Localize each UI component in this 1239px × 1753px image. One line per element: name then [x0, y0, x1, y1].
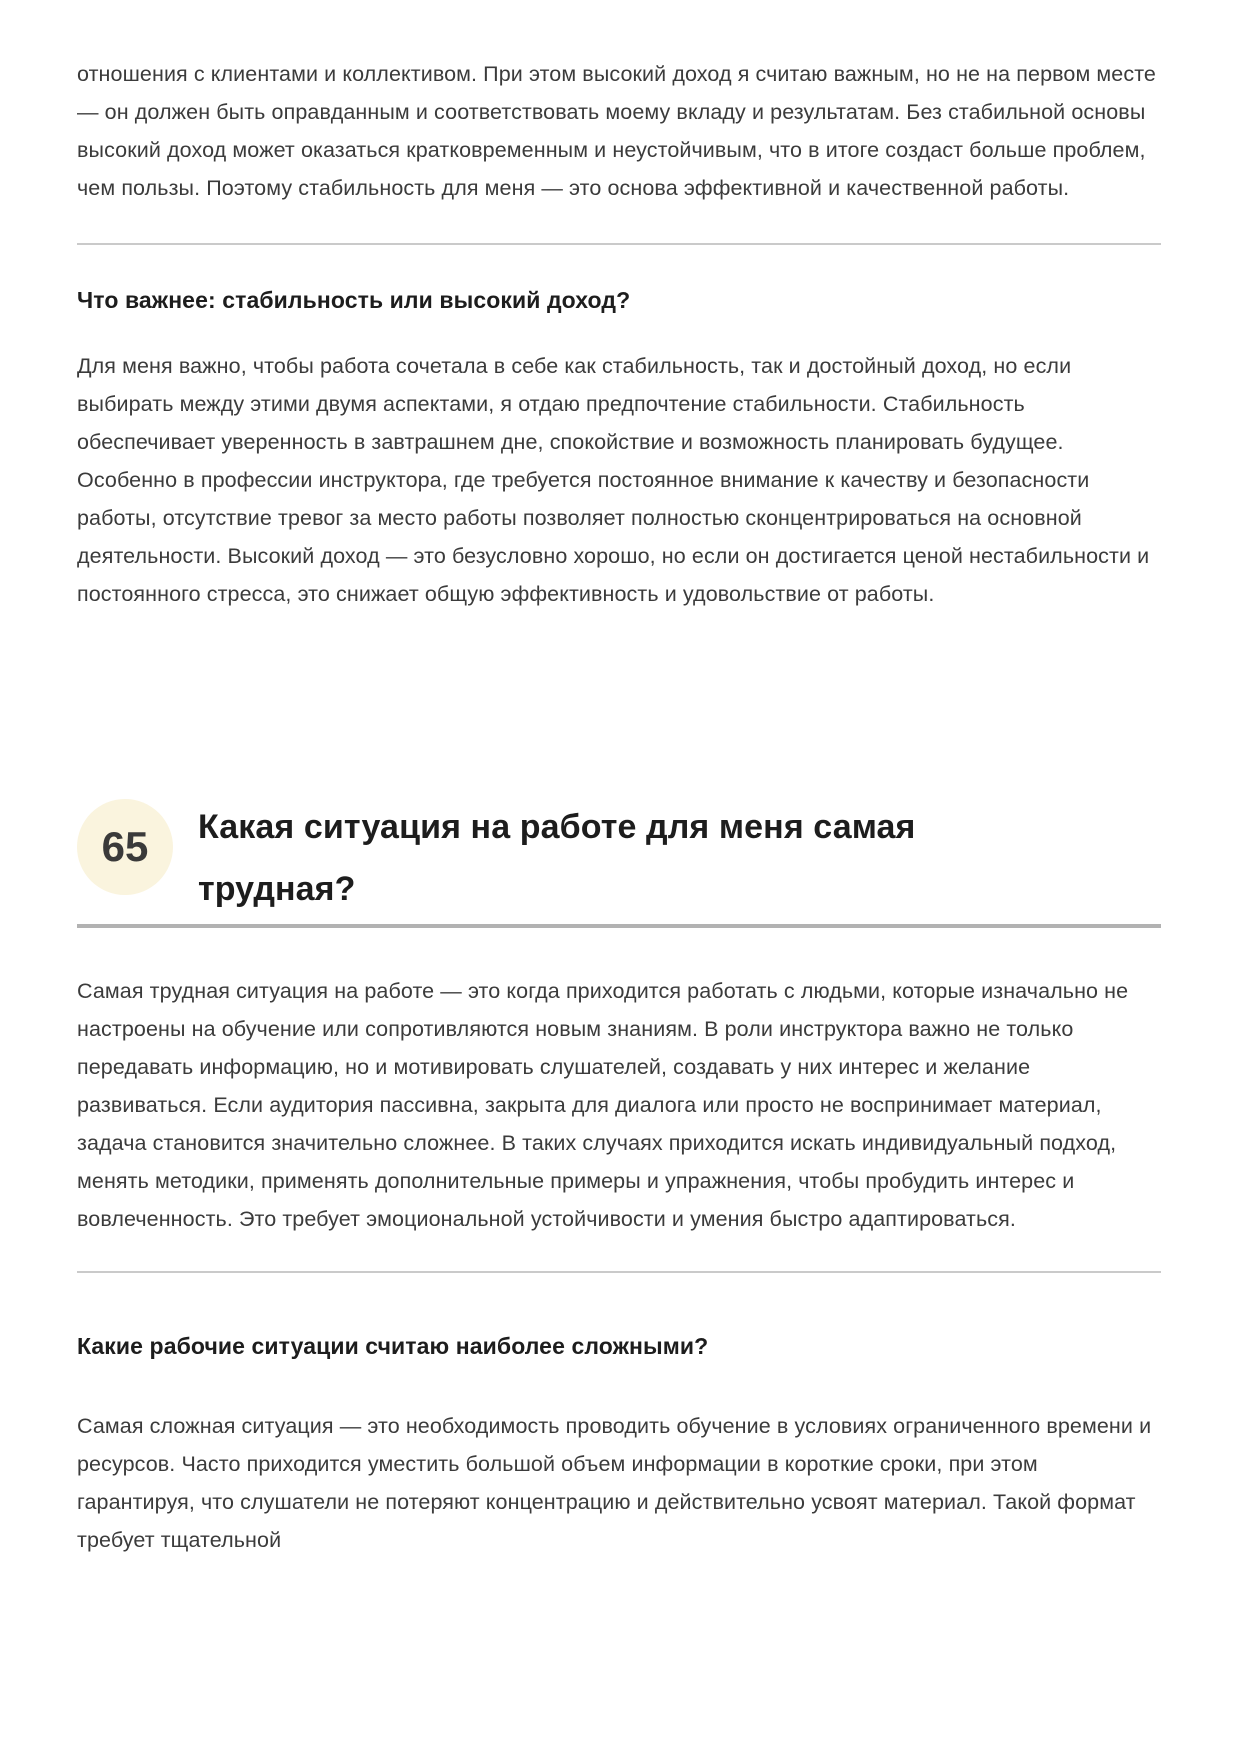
- section-divider-bottom: [77, 1271, 1161, 1273]
- section-divider-top: [77, 243, 1161, 245]
- intro-paragraph: отношения с клиентами и коллективом. При этом высокий доход я считаю важным, но не на первом месте — он должен быть оправданным и соответствовать моему вкладу и результатам. Без стабильной основы высокий доход может оказаться кратковременным и неустойчивым, что в итоге создаст больше проблем, чем пользы. Поэтому стабильность для меня — это основа эффективной и качественной работы.: [77, 62, 1156, 200]
- closing-paragraph: Самая сложная ситуация — это необходимость проводить обучение в условиях ограниченного времени и ресурсов. Часто приходится уместить большой объем информации в короткие сроки, при этом гарантируя, что слушатели не потеряют концентрацию и действительно усвоят материал. Такой формат требует тщательной: [77, 1414, 1152, 1552]
- subheading-stability-vs-income: Что важнее: стабильность или высокий доход?: [77, 287, 631, 313]
- stability-paragraph: Для меня важно, чтобы работа сочетала в себе как стабильность, так и достойный доход, но если выбирать между этими двумя аспектами, я отдаю предпочтение стабильности. Стабильность обеспечивает уверенность в завтрашнем дне, спокойствие и возможность планировать будущее. Особенно в профессии инструктора, где требуется постоянное внимание к качеству и безопасности работы, отсутствие тревог за место работы позволяет полностью сконцентрироваться на основной деятельности. Высокий доход — это безусловно хорошо, но если он достигается ценой нестабильности и постоянного стресса, это снижает общую эффективность и удовольствие от работы.: [77, 354, 1150, 606]
- answer-paragraph: Самая трудная ситуация на работе — это когда приходится работать с людьми, которые изначально не настроены на обучение или сопротивляются новым знаниям. В роли инструктора важно не только передавать информацию, но и мотивировать слушателей, создавать у них интерес и желание развиваться. Если аудитория пассивна, закрыта для диалога или просто не воспринимает материал, задача становится значительно сложнее. В таких случаях приходится искать индивидуальный подход, менять методики, применять дополнительные примеры и упражнения, чтобы пробудить интерес и вовлеченность. Это требует эмоциональной устойчивости и умения быстро адаптироваться.: [77, 979, 1129, 1231]
- question-header: [77, 796, 1161, 920]
- question-number-badge: [77, 799, 173, 895]
- question-title: Какая ситуация на работе для меня самая трудная?: [198, 808, 916, 908]
- question-divider: [77, 924, 1161, 928]
- question-number: 65: [101, 823, 149, 870]
- subheading-difficult-situations: Какие рабочие ситуации считаю наиболее сложными?: [77, 1333, 709, 1359]
